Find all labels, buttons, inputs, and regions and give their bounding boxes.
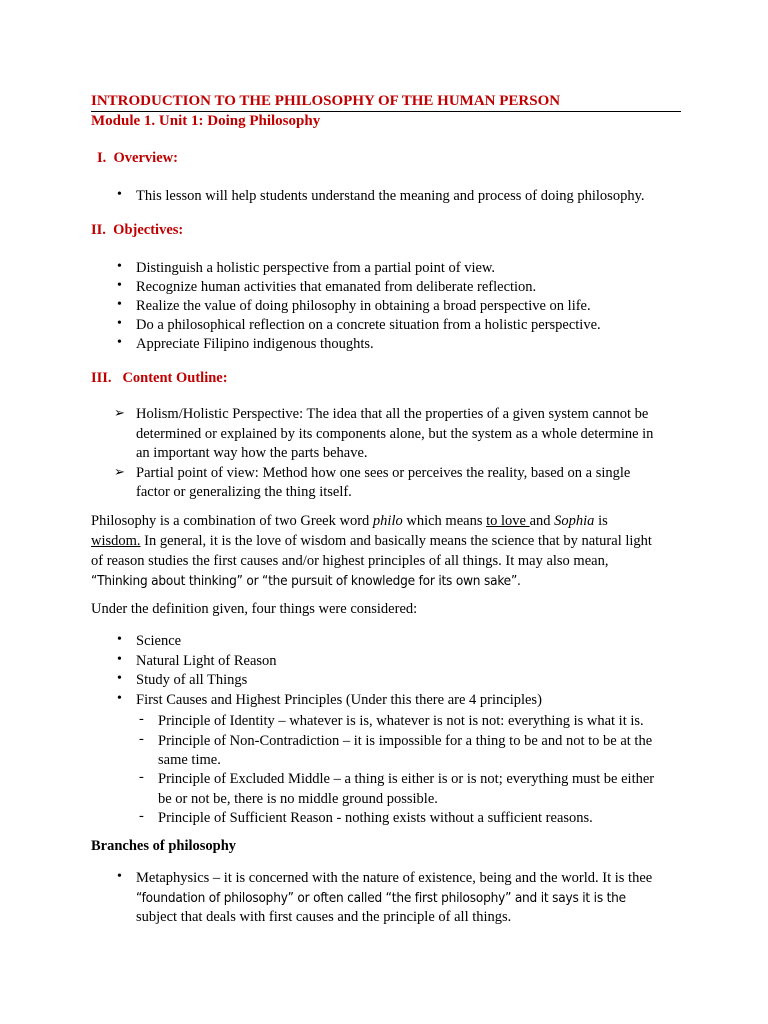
dash-marker: - <box>139 808 144 824</box>
section-number: I. <box>97 150 107 166</box>
philosophy-paragraph-line-2 <box>91 531 652 551</box>
list-item: Study of all Things <box>136 672 248 688</box>
list-item: Recognize human activities that emanated from deliberate reflection. <box>136 279 537 295</box>
list-item: This lesson will help students understand the meaning and process of doing philosophy. <box>136 188 645 204</box>
section-content-outline-heading <box>91 370 228 387</box>
list-item: Science <box>136 633 182 649</box>
bullet-icon: • <box>117 691 122 706</box>
section-title: Overview: <box>113 150 178 166</box>
philosophy-paragraph-line-3: of reason studies the first causes and/or highest principles of all things. It may also mean, <box>91 553 609 569</box>
principle-line: Principle of Non-Contradiction – it is impossible for a thing to be and not to be at the <box>158 733 653 749</box>
principle-line: Principle of Sufficient Reason - nothing exists without a sufficient reasons. <box>158 810 593 826</box>
paragraph-text: and <box>529 513 555 529</box>
principle-line: be or not be, there is no middle ground possible. <box>158 791 438 807</box>
document-title: INTRODUCTION TO THE PHILOSOPHY OF THE HUMAN PERSON <box>91 93 561 109</box>
section-title: Objectives: <box>113 222 184 238</box>
paragraph-text: Philosophy is a combination of two Greek word <box>91 513 373 529</box>
list-item: Do a philosophical reflection on a concrete situation from a holistic perspective. <box>136 317 601 333</box>
bullet-icon: • <box>117 259 122 274</box>
bullet-icon: • <box>117 652 122 667</box>
outline-line: determined or explained by its components alone, but the system as a whole determine in <box>136 426 654 442</box>
section-number: III. <box>91 370 112 386</box>
bullet-icon: • <box>117 316 122 331</box>
definition-intro: Under the definition given, four things were considered: <box>91 601 418 617</box>
section-number: II. <box>91 222 106 238</box>
document-subtitle: Module 1. Unit 1: Doing Philosophy <box>91 113 321 129</box>
principle-line: Principle of Excluded Middle – a thing is either is or is not; everything must be either <box>158 771 655 787</box>
outline-line: factor or generalizing the thing itself. <box>136 484 352 500</box>
dash-marker: - <box>139 711 144 727</box>
list-item: Appreciate Filipino indigenous thoughts. <box>136 336 374 352</box>
philosophy-paragraph-line-4: “Thinking about thinking” or “the pursuit of knowledge for its own sake”. <box>91 573 521 589</box>
paragraph-text: In general, it is the love of wisdom and basically means the science that by natural light <box>140 533 652 549</box>
branches-heading: Branches of philosophy <box>91 838 237 854</box>
section-objectives-heading <box>91 222 183 239</box>
principle-line: same time. <box>158 752 221 768</box>
term-to-love: to love <box>486 513 530 529</box>
dash-marker: - <box>139 731 144 747</box>
principle-line: Principle of Identity – whatever is is, whatever is not is not: everything is what it is. <box>158 713 644 729</box>
bullet-icon: • <box>117 278 122 293</box>
paragraph-text: which means <box>402 513 487 529</box>
metaphysics-line-3: subject that deals with first causes and the principle of all things. <box>136 909 512 925</box>
bullet-icon: • <box>117 297 122 312</box>
arrow-bullet-icon: ➢ <box>114 405 125 420</box>
list-item: Realize the value of doing philosophy in obtaining a broad perspective on life. <box>136 298 591 314</box>
paragraph-text: is <box>594 513 608 529</box>
philosophy-paragraph-line-1 <box>91 511 608 531</box>
bullet-icon: • <box>117 869 122 884</box>
outline-line: Holism/Holistic Perspective: The idea that all the properties of a given system cannot be <box>136 406 649 422</box>
term-sophia: Sophia <box>554 513 595 529</box>
bullet-icon: • <box>117 632 122 647</box>
list-item: First Causes and Highest Principles (Under this there are 4 principles) <box>136 692 542 708</box>
metaphysics-line-1: Metaphysics – it is concerned with the nature of existence, being and the world. It is thee <box>136 870 653 886</box>
title-rule <box>91 111 681 112</box>
metaphysics-line-2: “foundation of philosophy” or often called “the first philosophy” and it says it is the <box>136 890 626 906</box>
outline-line: Partial point of view: Method how one sees or perceives the reality, based on a single <box>136 465 631 481</box>
list-item: Natural Light of Reason <box>136 653 277 669</box>
dash-marker: - <box>139 769 144 785</box>
list-item: Distinguish a holistic perspective from a partial point of view. <box>136 260 496 276</box>
bullet-icon: • <box>117 671 122 686</box>
section-title: Content Outline: <box>122 370 228 386</box>
bullet-icon: • <box>117 187 122 202</box>
section-overview-heading <box>97 150 178 167</box>
bullet-icon: • <box>117 335 122 350</box>
outline-line: an important way how the parts behave. <box>136 445 368 461</box>
term-philo: philo <box>372 513 403 529</box>
term-wisdom: wisdom. <box>91 533 141 549</box>
arrow-bullet-icon: ➢ <box>114 464 125 479</box>
